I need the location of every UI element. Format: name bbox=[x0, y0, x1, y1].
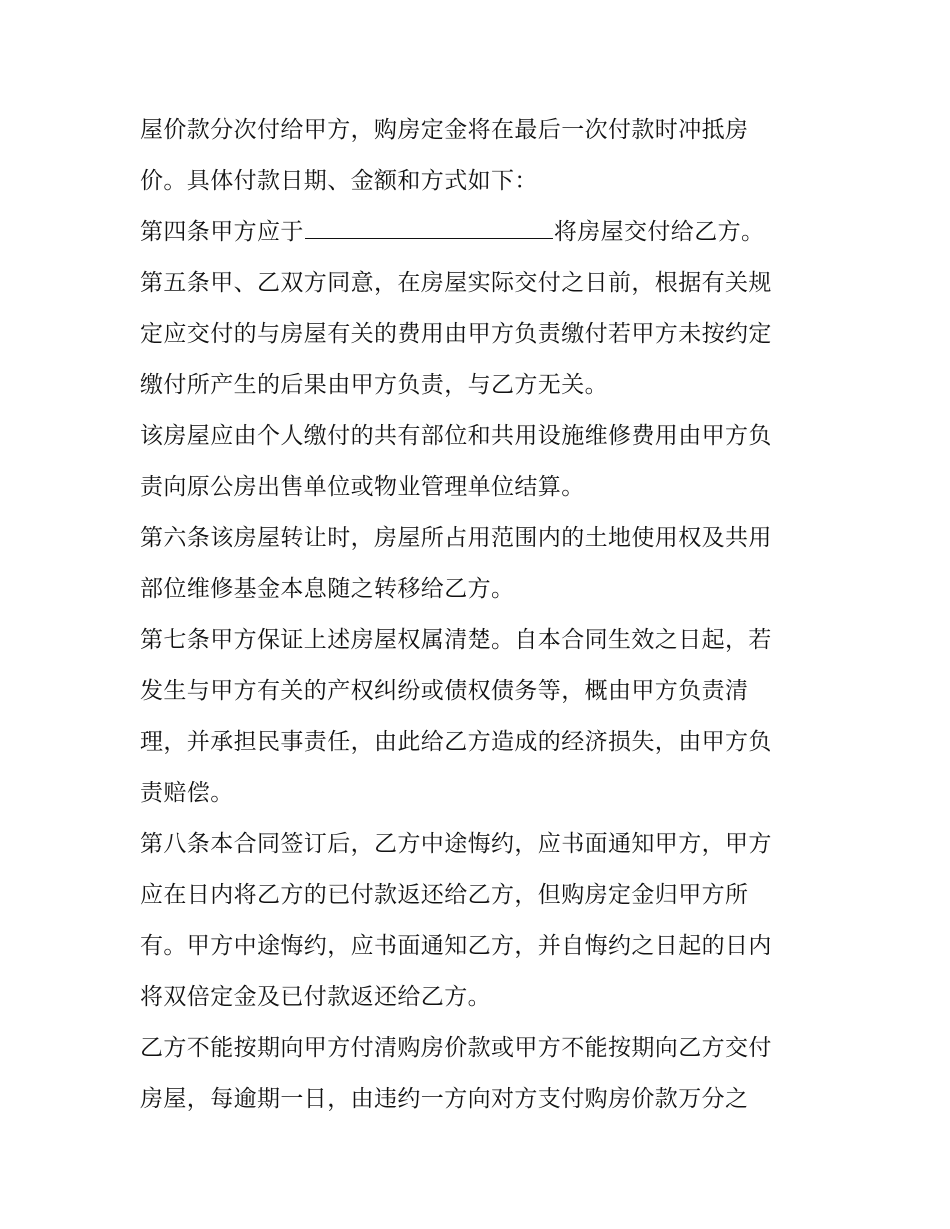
text-line: 房屋，每逾期一日，由违约一方向对方支付购房价款万分之 bbox=[140, 1086, 749, 1112]
text-line: 第五条甲、乙双方同意，在房屋实际交付之日前，根据有关规 bbox=[140, 270, 772, 296]
text-line: 理，并承担民事责任，由此给乙方造成的经济损失，由甲方负 bbox=[140, 729, 772, 755]
article-4-text-after: 将房屋交付给乙方。 bbox=[553, 219, 765, 245]
text-line-article-4 bbox=[140, 207, 820, 258]
text-line: 应在日内将乙方的已付款返还给乙方，但购房定金归甲方所 bbox=[140, 882, 749, 908]
text-line: 第七条甲方保证上述房屋权属清楚。自本合同生效之日起，若 bbox=[140, 627, 772, 653]
text-line: 发生与甲方有关的产权纠纷或债权债务等，概由甲方负责清 bbox=[140, 678, 749, 704]
delivery-date-blank bbox=[305, 212, 553, 239]
text-line: 定应交付的与房屋有关的费用由甲方负责缴付若甲方未按约定 bbox=[140, 321, 772, 347]
text-line: 屋价款分次付给甲方，购房定金将在最后一次付款时冲抵房 bbox=[140, 117, 749, 143]
document-body bbox=[140, 105, 820, 1125]
text-line: 责向原公房出售单位或物业管理单位结算。 bbox=[140, 474, 585, 500]
text-line: 第六条该房屋转让时，房屋所占用范围内的土地使用权及共用 bbox=[140, 525, 772, 551]
text-line: 价。具体付款日期、金额和方式如下： bbox=[140, 168, 538, 194]
text-line: 该房屋应由个人缴付的共有部位和共用设施维修费用由甲方负 bbox=[140, 423, 772, 449]
text-line: 乙方不能按期向甲方付清购房价款或甲方不能按期向乙方交付 bbox=[140, 1035, 772, 1061]
article-4-text-before: 第四条甲方应于 bbox=[140, 219, 304, 245]
text-line: 第八条本合同签订后，乙方中途悔约，应书面通知甲方，甲方 bbox=[140, 831, 772, 857]
text-line: 将双倍定金及已付款返还给乙方。 bbox=[140, 984, 491, 1010]
text-line: 有。甲方中途悔约，应书面通知乙方，并自悔约之日起的日内 bbox=[140, 933, 772, 959]
text-line: 部位维修基金本息随之转移给乙方。 bbox=[140, 576, 515, 602]
text-line: 责赔偿。 bbox=[140, 780, 234, 806]
text-line: 缴付所产生的后果由甲方负责，与乙方无关。 bbox=[140, 372, 608, 398]
